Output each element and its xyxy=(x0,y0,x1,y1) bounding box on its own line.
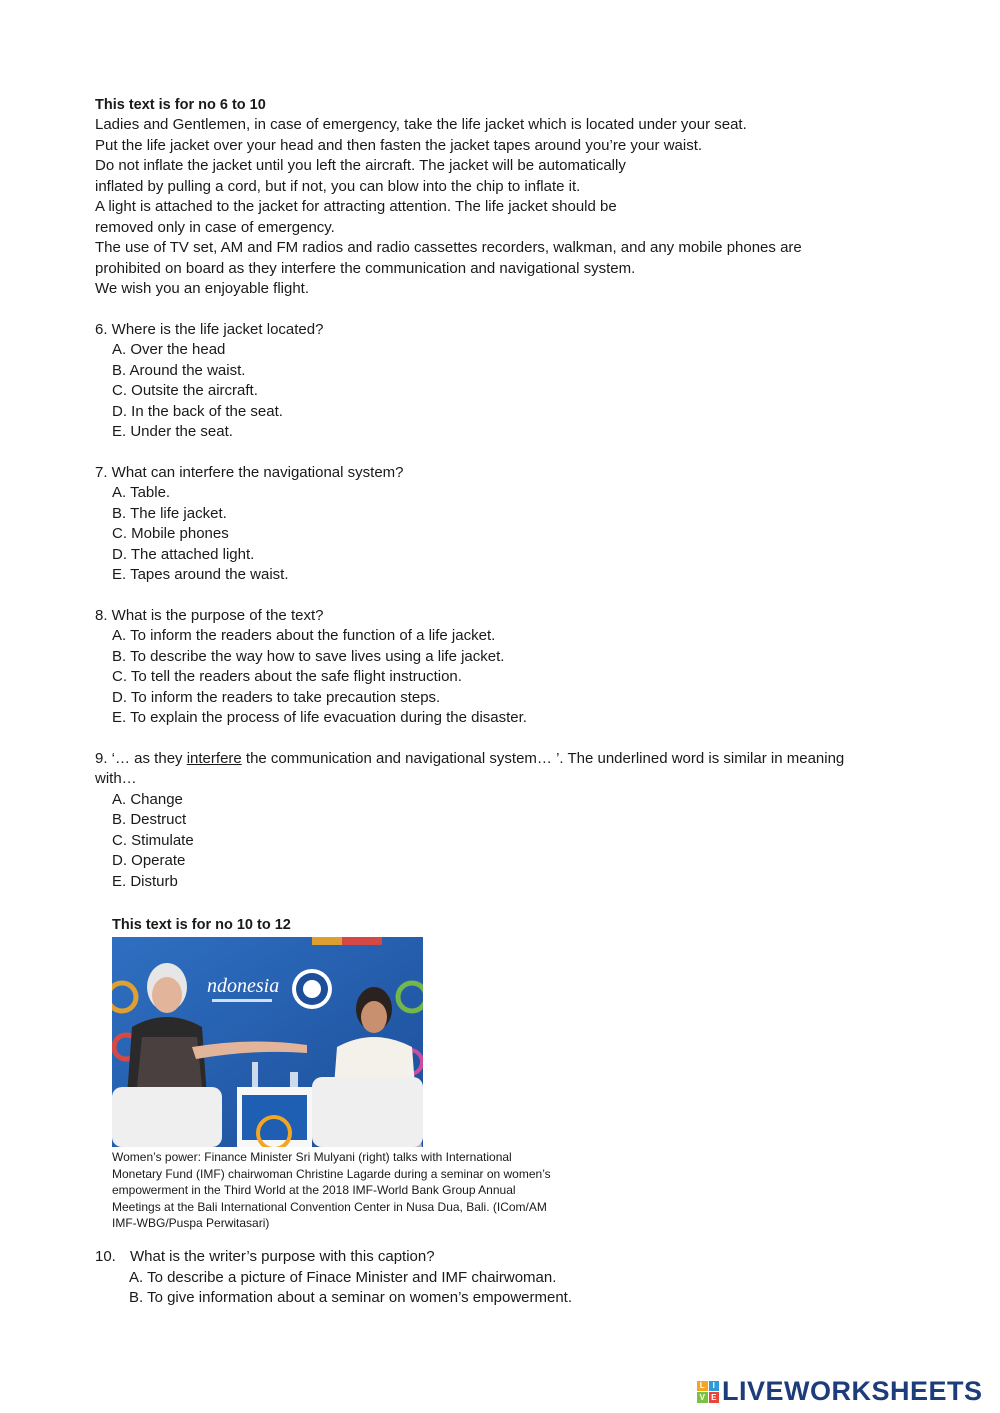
answer-option[interactable]: A. Over the head xyxy=(112,341,226,358)
answer-option[interactable]: D. The attached light. xyxy=(112,545,255,563)
text-line: We wish you an enjoyable flight. xyxy=(95,280,310,297)
answer-option[interactable]: C. Outsite the aircraft. xyxy=(112,382,258,399)
answer-option[interactable]: B. To give information about a seminar on women’s empowerment. xyxy=(129,1289,573,1306)
photo-banner-text: ndonesia xyxy=(207,975,280,997)
answer-option[interactable]: C. Stimulate xyxy=(112,831,194,849)
text-line: Put the life jacket over your head and then fasten the jacket tapes around you’re your waist. xyxy=(95,136,703,154)
liveworksheets-mark-icon xyxy=(697,1381,719,1403)
caption-line: empowerment in the Third World at the 2018 IMF-World Bank Group Annual xyxy=(112,1183,516,1197)
worksheet-page xyxy=(95,95,915,892)
question-text: 8. What is the purpose of the text? xyxy=(95,606,324,624)
seminar-photo xyxy=(112,937,423,1147)
answer-option[interactable]: D. To inform the readers to take precaution steps. xyxy=(112,688,441,706)
question-text xyxy=(95,1247,915,1268)
text-line: Do not inflate the jacket until you left the aircraft. The jacket will be automatically xyxy=(95,157,626,174)
liveworksheets-logo[interactable] xyxy=(697,1376,983,1407)
section-heading-10-12: This text is for no 10 to 12 xyxy=(112,917,291,933)
answer-option[interactable]: A. To describe a picture of Finace Minister and IMF chairwoman. xyxy=(129,1268,557,1286)
answer-option[interactable]: B. Destruct xyxy=(112,811,187,828)
section-10-12 xyxy=(112,915,592,1232)
answer-option[interactable]: D. In the back of the seat. xyxy=(112,402,283,420)
answer-option[interactable]: C. Mobile phones xyxy=(112,525,229,542)
reading-text xyxy=(95,115,915,300)
text-line: Ladies and Gentlemen, in case of emergency, take the life jacket which is located under your seat. xyxy=(95,116,747,133)
photo-caption xyxy=(112,1149,592,1232)
answer-option[interactable]: E. Under the seat. xyxy=(112,423,233,440)
question-text-continued: with… xyxy=(95,770,137,787)
logo-mark-letter: E xyxy=(709,1392,720,1403)
question-7 xyxy=(95,463,915,586)
question-text xyxy=(95,749,915,770)
caption-line: Meetings at the Bali International Convention Center in Nusa Dua, Bali. (ICom/AM xyxy=(112,1199,547,1214)
answer-option[interactable]: B. The life jacket. xyxy=(112,504,227,522)
logo-mark-letter: L xyxy=(697,1381,708,1392)
caption-line: Women’s power: Finance Minister Sri Mulyani (right) talks with International xyxy=(112,1150,512,1164)
text-line: prohibited on board as they interfere the communication and navigational system. xyxy=(95,259,636,277)
answer-option[interactable]: A. Table. xyxy=(112,484,171,501)
underlined-word: interfere xyxy=(186,749,242,767)
logo-mark-letter: V xyxy=(697,1392,708,1403)
logo-mark-letter: I xyxy=(709,1381,720,1392)
question-text-body: What is the writer’s purpose with this caption? xyxy=(130,1248,435,1265)
answer-option[interactable]: B. To describe the way how to save lives using a life jacket. xyxy=(112,647,505,665)
text-line: A light is attached to the jacket for attracting attention. The life jacket should be xyxy=(95,198,617,215)
question-text-part: 9. ‘… as they xyxy=(95,749,187,767)
question-10 xyxy=(95,1247,915,1309)
text-line: removed only in case of emergency. xyxy=(95,218,335,236)
answer-option[interactable]: B. Around the waist. xyxy=(112,361,246,379)
text-line: The use of TV set, AM and FM radios and radio cassettes recorders, walkman, and any mobile phones are xyxy=(95,239,802,256)
question-text: 7. What can interfere the navigational system? xyxy=(95,463,404,481)
text-line: inflated by pulling a cord, but if not, you can blow into the chip to inflate it. xyxy=(95,177,581,195)
answer-option[interactable]: C. To tell the readers about the safe flight instruction. xyxy=(112,668,462,685)
question-number: 10. xyxy=(95,1248,116,1265)
answer-option[interactable]: D. Operate xyxy=(112,852,186,869)
answer-option[interactable]: E. Tapes around the waist. xyxy=(112,566,289,583)
question-6 xyxy=(95,320,915,443)
answer-option[interactable]: A. Change xyxy=(112,790,183,808)
logo-text: LIVEWORKSHEETS xyxy=(722,1376,983,1406)
answer-option[interactable]: E. To explain the process of life evacuation during the disaster. xyxy=(112,709,527,726)
caption-line: Monetary Fund (IMF) chairwoman Christine Lagarde during a seminar on women’s xyxy=(112,1166,551,1181)
answer-option[interactable]: E. Disturb xyxy=(112,872,178,890)
question-text: 6. Where is the life jacket located? xyxy=(95,320,324,338)
section-heading-6-10: This text is for no 6 to 10 xyxy=(95,97,266,113)
question-8 xyxy=(95,606,915,729)
caption-line: IMF-WBG/Puspa Perwitasari) xyxy=(112,1216,270,1230)
answer-option[interactable]: A. To inform the readers about the function of a life jacket. xyxy=(112,627,496,644)
question-9 xyxy=(95,749,915,893)
question-text-part: the communication and navigational system… ’. The underlined word is similar in meaning xyxy=(241,749,845,767)
